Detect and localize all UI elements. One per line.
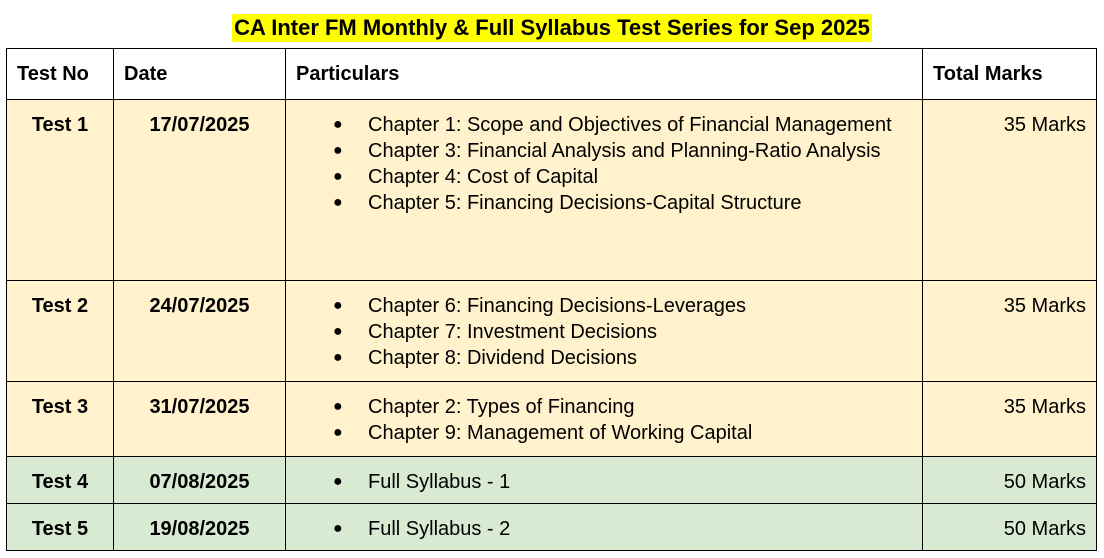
total-marks-cell: 35 Marks — [923, 281, 1097, 382]
test-date-cell: 31/07/2025 — [114, 382, 286, 457]
chapter-text: Chapter 9: Management of Working Capital — [368, 422, 753, 444]
chapter-text: Chapter 7: Investment Decisions — [368, 321, 658, 343]
header-date: Date — [114, 49, 286, 100]
bullet-icon: ● — [333, 520, 343, 537]
table-row — [7, 281, 1097, 382]
chapter-text: Chapter 2: Types of Financing — [368, 396, 635, 418]
bullet-icon: ● — [333, 168, 343, 185]
header-test-no: Test No — [7, 49, 114, 100]
test-number-cell: Test 5 — [7, 504, 114, 551]
bullet-icon: ● — [333, 349, 343, 366]
chapter-text: Full Syllabus - 1 — [368, 471, 511, 493]
chapter-text: Chapter 6: Financing Decisions-Leverages — [368, 295, 746, 317]
chapter-list — [296, 516, 912, 542]
particulars-cell — [286, 382, 923, 457]
list-item — [333, 469, 912, 495]
test-schedule-table — [6, 48, 1097, 551]
total-marks-cell: 35 Marks — [923, 382, 1097, 457]
list-item — [333, 516, 912, 542]
bullet-icon: ● — [333, 142, 343, 159]
test-date-cell: 24/07/2025 — [114, 281, 286, 382]
table-row — [7, 382, 1097, 457]
chapter-text: Chapter 5: Financing Decisions-Capital Structure — [368, 192, 802, 214]
particulars-cell — [286, 100, 923, 281]
bullet-icon: ● — [333, 297, 343, 314]
bullet-icon: ● — [333, 116, 343, 133]
bullet-icon: ● — [333, 473, 343, 490]
test-number-cell: Test 2 — [7, 281, 114, 382]
bullet-icon: ● — [333, 323, 343, 340]
page-title: CA Inter FM Monthly & Full Syllabus Test Series for Sep 2025 — [234, 15, 870, 40]
chapter-list — [296, 394, 912, 446]
test-number-cell: Test 1 — [7, 100, 114, 281]
list-item — [333, 138, 912, 164]
chapter-list — [296, 112, 912, 216]
list-item — [333, 394, 912, 420]
header-particulars: Particulars — [286, 49, 923, 100]
list-item — [333, 345, 912, 371]
test-number-cell: Test 4 — [7, 457, 114, 504]
header-row — [7, 49, 1097, 100]
chapter-text: Chapter 8: Dividend Decisions — [368, 347, 638, 369]
list-item — [333, 293, 912, 319]
test-date-cell: 17/07/2025 — [114, 100, 286, 281]
total-marks-cell: 50 Marks — [923, 457, 1097, 504]
list-item — [333, 420, 912, 446]
bullet-icon: ● — [333, 194, 343, 211]
list-item — [333, 112, 912, 138]
chapter-text: Chapter 3: Financial Analysis and Planning-Ratio Analysis — [368, 140, 881, 162]
particulars-cell — [286, 457, 923, 504]
table-row — [7, 100, 1097, 281]
particulars-cell — [286, 504, 923, 551]
chapter-text: Full Syllabus - 2 — [368, 518, 511, 540]
chapter-text: Chapter 4: Cost of Capital — [368, 166, 599, 188]
list-item — [333, 319, 912, 345]
header-total-marks: Total Marks — [923, 49, 1097, 100]
test-number-cell: Test 3 — [7, 382, 114, 457]
test-date-cell: 19/08/2025 — [114, 504, 286, 551]
list-item — [333, 164, 912, 190]
title-container — [0, 14, 1104, 46]
particulars-cell — [286, 281, 923, 382]
chapter-text: Chapter 1: Scope and Objectives of Financial Management — [368, 114, 892, 136]
bullet-icon: ● — [333, 424, 343, 441]
chapter-list — [296, 469, 912, 495]
chapter-list — [296, 293, 912, 371]
list-item — [333, 190, 912, 216]
table-row — [7, 457, 1097, 504]
test-date-cell: 07/08/2025 — [114, 457, 286, 504]
total-marks-cell: 35 Marks — [923, 100, 1097, 281]
table-row — [7, 504, 1097, 551]
bullet-icon: ● — [333, 398, 343, 415]
total-marks-cell: 50 Marks — [923, 504, 1097, 551]
